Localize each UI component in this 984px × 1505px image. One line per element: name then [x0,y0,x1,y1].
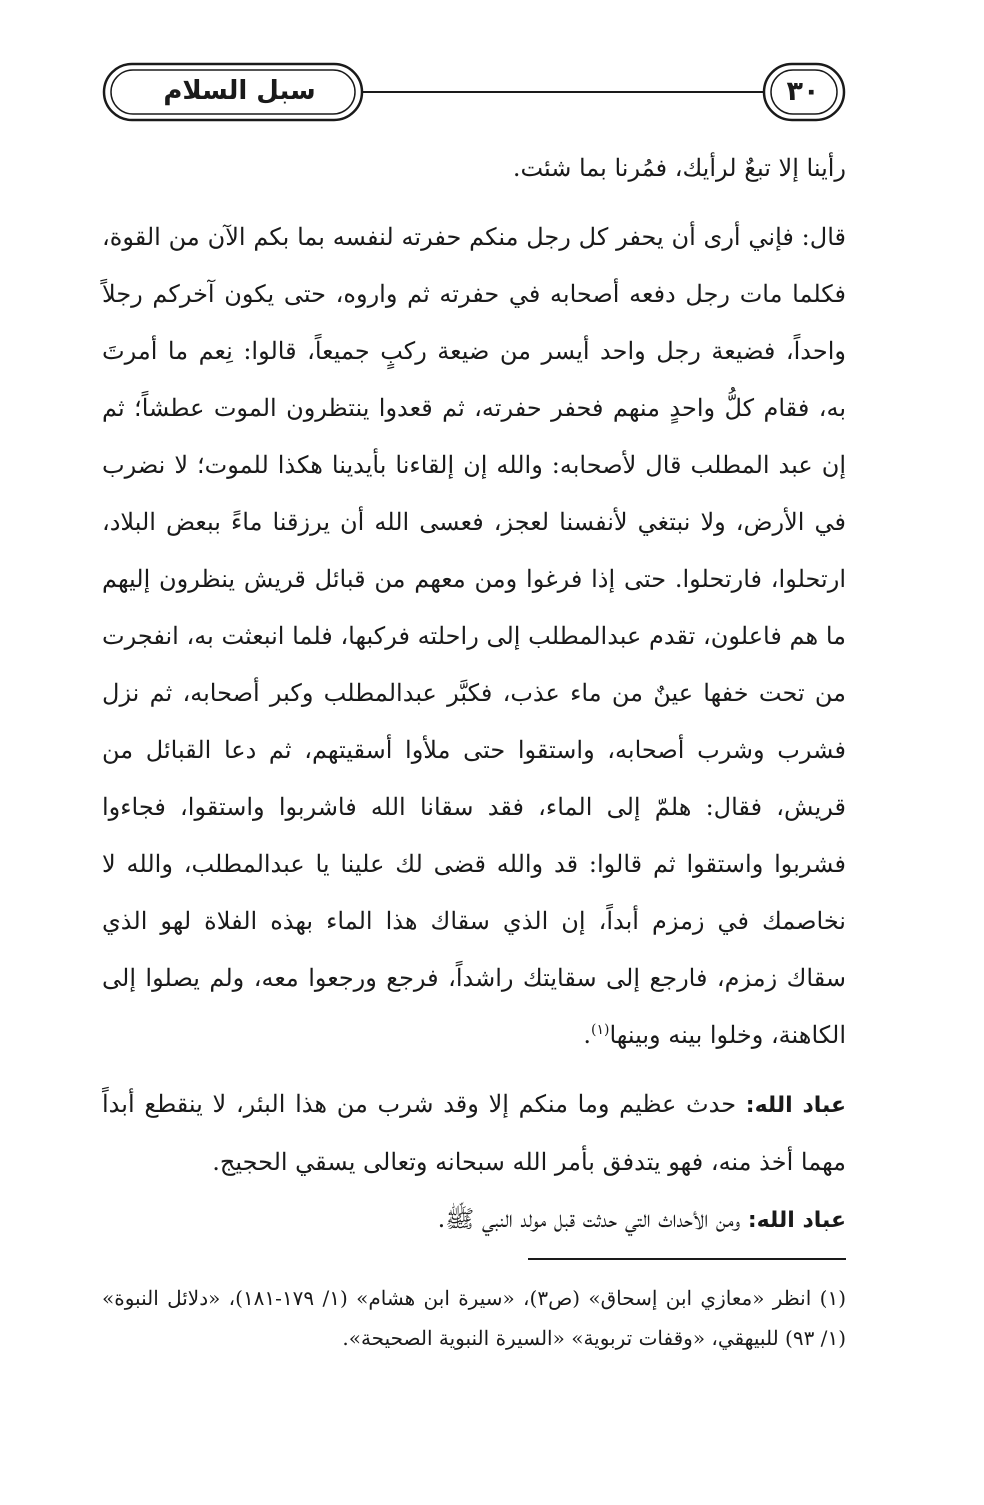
footnote-reference: (١) [590,1022,610,1038]
paragraph-3-speaker: عباد الله: [745,1093,846,1118]
footnote-1: (١) انظر «معازي ابن إسحاق» (ص٣)، «سيرة ابن هشام» (١/ ١٧٩-١٨١)، «دلائل النبوة» (١/ ٩٣) للبيهقي، «وقفات تربوية» «السيرة النبوية الصحيحة». [102,1286,846,1350]
footnotes [102,1278,846,1358]
paragraph-4-text: ومن الأحداث التي حدثت قبل مولد النبي ﷺ. [437,1205,748,1233]
paragraph-3 [102,1076,846,1191]
paragraph-2-text: قال: فإني أرى أن يحفر كل رجل منكم حفرته لنفسه بما بكم الآن من القوة، فكلما مات رجل دفعه أصحابه في حفرته ثم واروه، حتى يكون آخركم رجلاً واحداً، فضيعة رجل واحد أيسر من ضيعة ركبٍ جميعاً، قالوا: نِعم ما أمرتَ به، فقام كلُّ واحدٍ منهم فحفر حفرته، ثم قعدوا ينتظرون الموت عطشاً؛ ثم إن عبد المطلب قال لأصحابه: والله إن إلقاءنا بأيدينا هكذا للموت؛ لا نضرب في الأرض، ولا نبتغي لأنفسنا لعجز، فعسى الله أن يرزقنا ماءً ببعض البلاد، ارتحلوا، فارتحلوا. حتى إذا فرغوا ومن معهم من قبائل قريش ينظرون إليهم ما هم فاعلون، تقدم عبدالمطلب إلى راحلته فركبها، فلما انبعثت به، انفجرت من تحت خفها عينٌ من ماء عذب، فكبَّر عبدالمطلب وكبر أصحابه، ثم نزل فشرب وشرب أصحابه، واستقوا حتى ملأوا أسقيتهم، ثم دعا القبائل من قريش، فقال: هلمّ إلى الماء، فقد سقانا الله فاشربوا واستقوا، فجاءوا فشربوا واستقوا ثم قالوا: قد والله قضى لك علينا يا عبدالمطلب، والله لا نخاصمك في زمزم أبداً، إن الذي سقاك هذا الماء بهذه الفلاة لهو الذي سقاك زمزم، فارجع إلى سقايتك راشداً، فرجع ورجعوا معه، ولم يصلوا إلى الكاهنة، وخلوا بينه وبينها [102,223,846,1049]
main-text [102,140,846,1249]
paragraph-3-text: حدث عظيم وما منكم إلا وقد شرب من هذا البئر، لا ينقطع أبداً مهما أخذ منه، فهو يتدفق بأمر الله سبحانه وتعالى يسقي الحجيج. [102,1090,846,1176]
paragraph-2 [102,209,846,1064]
page-header [100,58,850,126]
paragraph-4-speaker: عباد الله: [747,1208,846,1233]
footnote-separator [528,1258,846,1260]
paragraph-4 [102,1191,846,1249]
paragraph-1: رأينا إلا تبعٌ لرأيك، فمُرنا بما شئت. [512,154,846,182]
paragraph-2-end: . [583,1021,591,1049]
book-title: سبل السلام [163,76,316,106]
page-number: ٣٠ [786,76,820,107]
